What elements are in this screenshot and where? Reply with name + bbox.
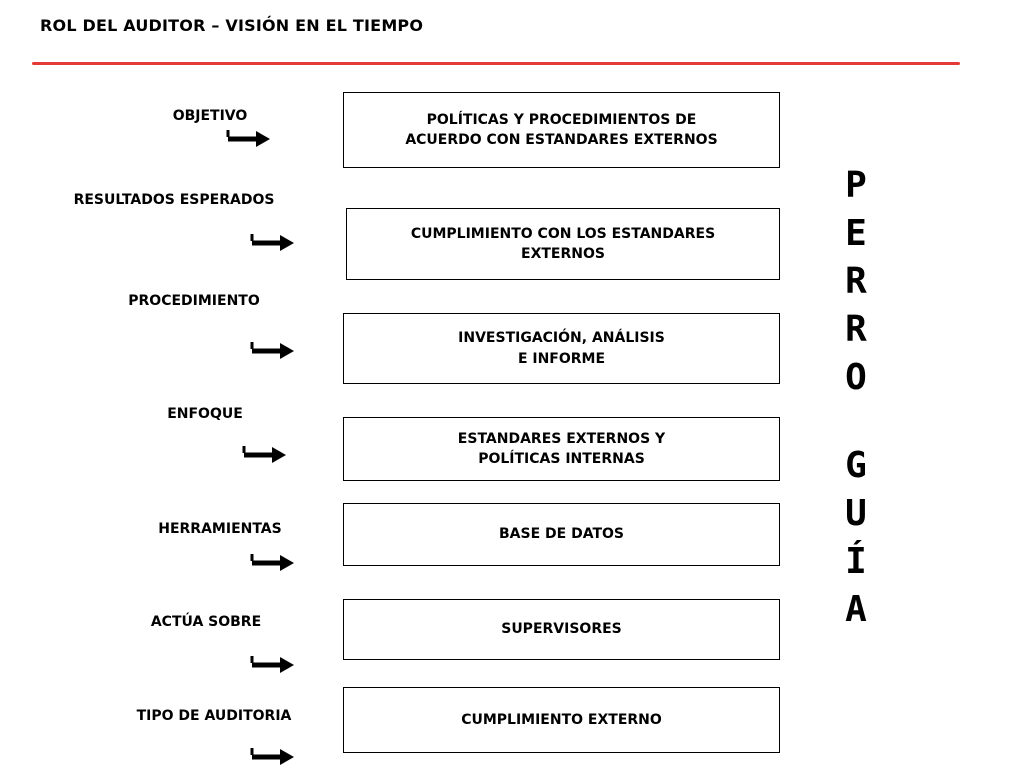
arrow-right-icon [248,340,296,362]
row-label-objetivo: OBJETIVO [172,108,248,124]
vertical-letter: O [845,357,867,398]
arrow-right-icon [248,654,296,676]
box-line: INVESTIGACIÓN, ANÁLISIS [458,330,665,347]
box-herramientas [343,503,780,566]
vertical-letter: U [845,493,867,534]
arrow-right-icon [248,232,296,254]
row-label-procedimiento: PROCEDIMIENTO [128,293,260,309]
row-label-actua-sobre: ACTÚA SOBRE [150,614,262,630]
box-line: POLÍTICAS INTERNAS [478,451,645,467]
box-actua-sobre [343,599,780,660]
arrow-right-icon [240,444,288,466]
vertical-letter: Í [845,541,867,582]
box-procedimiento [343,313,780,384]
row-label-tipo-de-auditoria: TIPO DE AUDITORIA [136,708,292,724]
box-line: CUMPLIMIENTO EXTERNO [461,711,662,728]
box-line: EXTERNOS [521,246,605,262]
row-label-herramientas: HERRAMIENTAS [158,521,282,537]
box-line: POLÍTICAS Y PROCEDIMIENTOS DE [426,111,697,128]
vertical-letter: A [845,589,867,630]
box-line: ACUERDO CON ESTANDARES EXTERNOS [405,132,718,148]
arrow-right-icon [248,746,296,768]
title-underline [32,62,960,65]
box-line: BASE DE DATOS [499,526,624,543]
box-resultados-esperados [346,208,780,280]
vertical-text-perro-guia [820,162,892,634]
box-tipo-de-auditoria [343,687,780,753]
vertical-letter: P [845,165,867,206]
arrow-right-icon [224,128,272,150]
box-line: E INFORME [517,350,606,367]
box-line: SUPERVISORES [501,621,622,638]
vertical-letter: R [845,261,867,302]
box-line: ESTANDARES EXTERNOS Y [457,430,666,447]
box-line: CUMPLIMIENTO CON LOS ESTANDARES [410,225,716,242]
row-label-enfoque: ENFOQUE [167,406,243,422]
box-enfoque [343,417,780,481]
box-objetivo [343,92,780,168]
vertical-letter: R [845,309,867,350]
arrow-right-icon [248,552,296,574]
page-title: ROL DEL AUDITOR – VISIÓN EN EL TIEMPO [40,16,424,35]
vertical-letter: G [845,445,867,486]
vertical-letter: E [845,213,867,254]
row-label-resultados-esperados: RESULTADOS ESPERADOS [73,192,275,208]
